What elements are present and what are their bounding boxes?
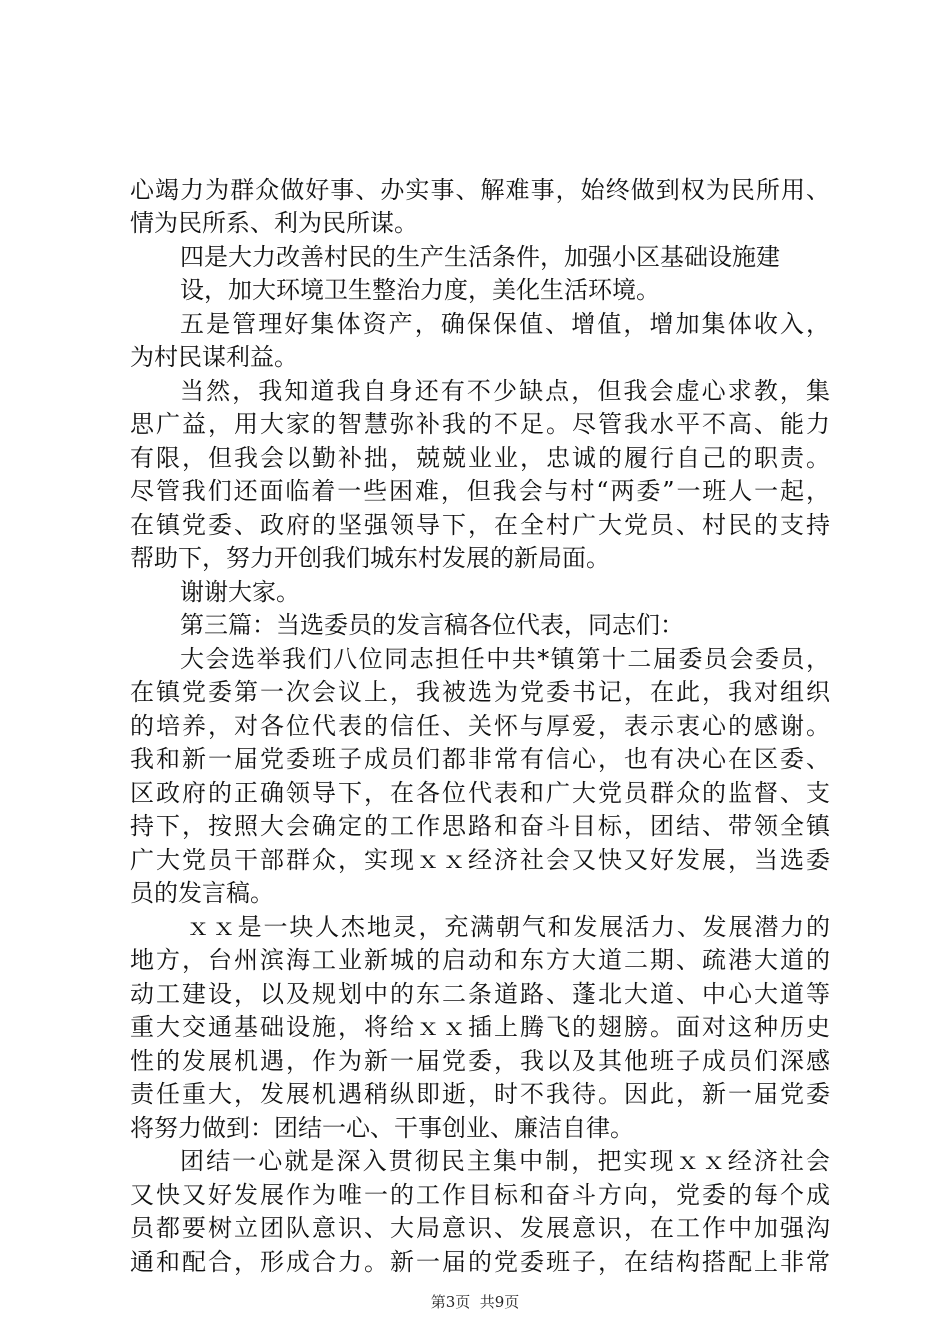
text-line: 五是管理好集体资产，确保保值、增值，增加集体收入，	[180, 310, 830, 338]
text-line: 四是大力改善村民的生产生活条件，加强小区基础设施建	[180, 243, 780, 271]
text-line: 为村民谋利益。	[130, 343, 298, 371]
text-line: 区政府的正确领导下，在各位代表和广大党员群众的监督、支	[130, 779, 830, 807]
text-line: 的培养，对各位代表的信任、关怀与厚爱，表示衷心的感谢。	[130, 712, 830, 740]
text-line: 思广益，用大家的智慧弥补我的不足。尽管我水平不高、能力	[130, 410, 830, 438]
text-line: 团结一心就是深入贯彻民主集中制，把实现ｘｘ经济社会	[180, 1147, 830, 1175]
text-line: 重大交通基础设施，将给ｘｘ插上腾飞的翅膀。面对这种历史	[130, 1013, 830, 1041]
text-line: 员的发言稿。	[130, 879, 274, 907]
text-line: 持下，按照大会确定的工作思路和奋斗目标，团结、带领全镇	[130, 812, 830, 840]
section-heading: 第三篇：当选委员的发言稿各位代表，同志们：	[180, 611, 684, 639]
page-footer: 第3页 共9页	[430, 1293, 520, 1311]
text-line: 责任重大，发展机遇稍纵即逝，时不我待。因此，新一届党委	[130, 1080, 830, 1108]
text-line: 将努力做到：团结一心、干事创业、廉洁自律。	[130, 1114, 634, 1142]
text-line: 广大党员干部群众，实现ｘｘ经济社会又快又好发展，当选委	[130, 846, 830, 874]
text-line: 心竭力为群众做好事、办实事、解难事，始终做到权为民所用、	[130, 176, 830, 204]
text-line: 动工建设，以及规划中的东二条道路、蓬北大道、中心大道等	[130, 980, 830, 1008]
text-line: 性的发展机遇，作为新一届党委，我以及其他班子成员们深感	[130, 1047, 830, 1075]
text-line: ｘｘ是一块人杰地灵，充满朝气和发展活力、发展潜力的	[186, 913, 830, 941]
text-line: 在镇党委、政府的坚强领导下，在全村广大党员、村民的支持	[130, 511, 830, 539]
text-line: 尽管我们还面临着一些困难，但我会与村“两委”一班人一起，	[130, 477, 830, 505]
text-line: 在镇党委第一次会议上，我被选为党委书记，在此，我对组织	[130, 678, 830, 706]
text-line: 地方，台州滨海工业新城的启动和东方大道二期、疏港大道的	[130, 946, 830, 974]
text-line: 帮助下，努力开创我们城东村发展的新局面。	[130, 544, 610, 572]
text-line: 有限，但我会以勤补拙，兢兢业业，忠诚的履行自己的职责。	[130, 444, 830, 472]
text-line: 通和配合，形成合力。新一届的党委班子，在结构搭配上非常	[130, 1248, 830, 1276]
text-line: 当然，我知道我自身还有不少缺点，但我会虚心求教，集	[180, 377, 830, 405]
text-line: 设，加大环境卫生整治力度，美化生活环境。	[180, 276, 660, 304]
text-line: 情为民所系、利为民所谋。	[130, 209, 418, 237]
text-line: 员都要树立团队意识、大局意识、发展意识，在工作中加强沟	[130, 1214, 830, 1242]
text-line: 大会选举我们八位同志担任中共*镇第十二届委员会委员，	[180, 645, 830, 673]
text-line: 谢谢大家。	[180, 578, 300, 606]
text-line: 我和新一届党委班子成员们都非常有信心，也有决心在区委、	[130, 745, 830, 773]
text-line: 又快又好发展作为唯一的工作目标和奋斗方向，党委的每个成	[130, 1181, 830, 1209]
